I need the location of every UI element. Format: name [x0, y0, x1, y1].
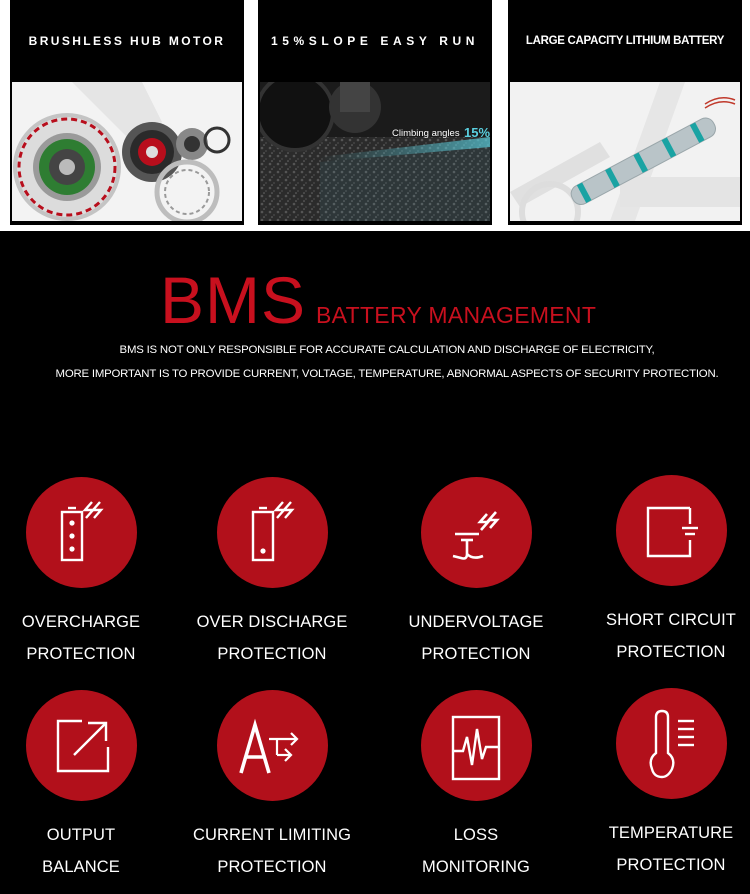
feature-caption: 15%SLOPE EASY RUN — [270, 34, 480, 48]
overcharge-battery-icon — [26, 477, 137, 588]
protection-label-line1: OUTPUT — [46, 826, 116, 844]
protection-label-line2: PROTECTION — [421, 645, 531, 663]
loss-monitoring-icon — [421, 690, 532, 801]
bms-description-line-1: BMS IS NOT ONLY RESPONSIBLE FOR ACCURATE CALCULATION AND DISCHARGE OF ELECTRICITY, — [119, 344, 655, 356]
current-limiting-icon — [217, 690, 328, 801]
protection-label-line2: PROTECTION — [217, 858, 327, 876]
short-circuit-icon — [616, 475, 727, 586]
protection-label-line1: OVERCHARGE — [21, 613, 141, 631]
slope-road-image — [260, 82, 490, 221]
climbing-angles-value: 15% — [464, 125, 490, 140]
protection-short-circuit — [581, 475, 750, 668]
protection-label-line2: MONITORING — [422, 858, 530, 876]
protection-label-line2: PROTECTION — [616, 856, 726, 874]
protection-label-line1: UNDERVOLTAGE — [408, 613, 544, 631]
feature-panel-battery — [508, 0, 742, 225]
protection-label-line1: OVER DISCHARGE — [196, 613, 348, 631]
feature-panels — [0, 0, 750, 231]
protection-current-limiting — [182, 690, 362, 883]
lithium-battery-image — [510, 82, 740, 221]
feature-caption: BRUSHLESS HUB MOTOR — [28, 34, 226, 48]
bms-subtitle: BATTERY MANAGEMENT — [316, 302, 597, 328]
protection-label-line2: PROTECTION — [26, 645, 136, 663]
feature-caption: LARGE CAPACITY LITHIUM BATTERY — [525, 35, 725, 47]
protection-label-line2: BALANCE — [42, 858, 120, 876]
protection-label-line1: TEMPERATURE — [608, 824, 734, 842]
protection-output-balance — [0, 690, 171, 883]
undervoltage-plug-icon — [421, 477, 532, 588]
protection-loss-monitoring — [386, 690, 566, 883]
thermometer-icon — [616, 688, 727, 799]
protection-overcharge — [0, 477, 171, 670]
output-arrow-icon — [26, 690, 137, 801]
protection-label-line1: CURRENT LIMITING — [192, 826, 352, 844]
bms-heading — [160, 262, 596, 338]
protection-undervoltage — [386, 477, 566, 670]
protection-label-line1: LOSS — [453, 826, 499, 844]
protection-over-discharge — [182, 477, 362, 670]
feature-panel-slope — [258, 0, 492, 225]
bms-description-line-2: MORE IMPORTANT IS TO PROVIDE CURRENT, VOLTAGE, TEMPERATURE, ABNORMAL ASPECTS OF SECURITY PROTECTION. — [55, 368, 719, 380]
protection-temperature — [581, 688, 750, 881]
feature-panel-hub-motor — [10, 0, 244, 225]
over-discharge-battery-icon — [217, 477, 328, 588]
hub-motor-image — [12, 82, 242, 221]
protection-label-line2: PROTECTION — [616, 643, 726, 661]
protection-label-line1: SHORT CIRCUIT — [606, 611, 736, 629]
bms-title: BMS — [160, 263, 307, 337]
protection-label-line2: PROTECTION — [217, 645, 327, 663]
climbing-angles-text: Climbing angles — [392, 128, 460, 139]
